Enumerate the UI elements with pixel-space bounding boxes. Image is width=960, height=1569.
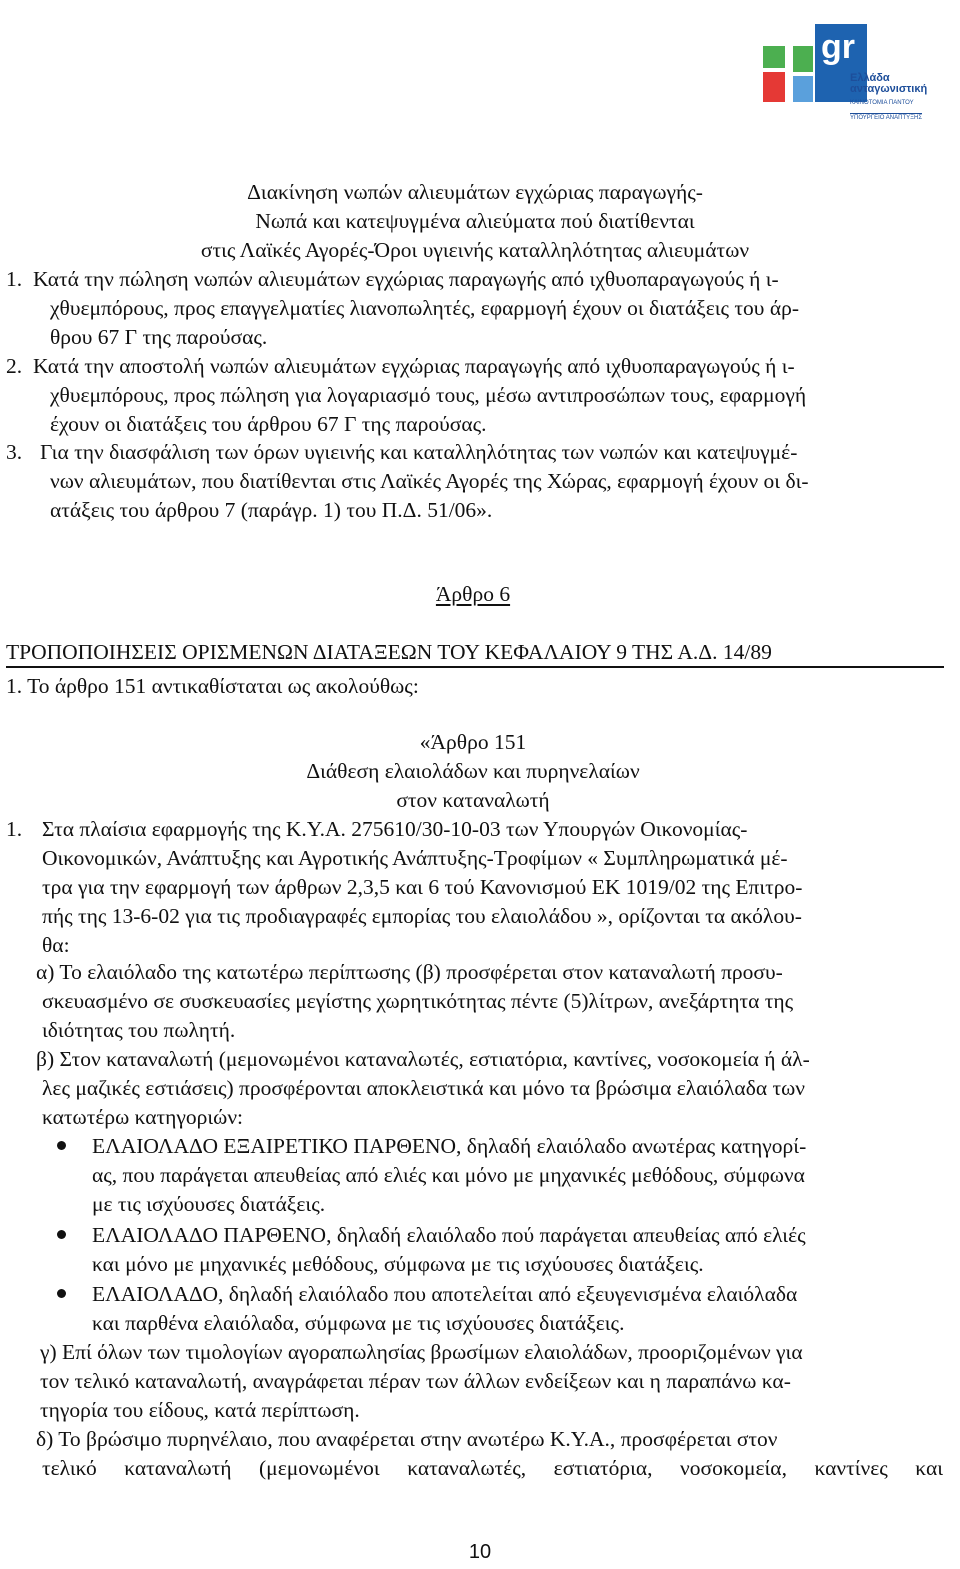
bullet-text — [92, 1221, 943, 1279]
ministry-logo — [755, 18, 950, 123]
article151-title-line: Διάθεση ελαιολάδων και πυρηνελαίων — [306, 759, 640, 783]
subpara-b-cont — [42, 1074, 943, 1132]
text-line: χθυεμπόρους, προς πώληση για λογαριασμό τους, μέσω αντιπροσώπων τους, εφαρμογή — [50, 383, 807, 407]
text-line: και παρθένα ελαιόλαδα, σύμφωνα με τις ισχύουσες διατάξεις. — [92, 1311, 625, 1335]
article6-title: ΤΡΟΠΟΠΟΙΗΣΕΙΣ ΟΡΙΣΜΕΝΩΝ ΔΙΑΤΑΞΕΩΝ ΤΟΥ ΚΕΦΑΛΑΙΟΥ 9 ΤΗΣ Α.Δ. 14/89 — [6, 640, 772, 664]
section1-title-line: στις Λαϊκές Αγορές-Όροι υγιεινής καταλληλότητας αλιευμάτων — [200, 238, 750, 262]
item-number: 2. — [6, 354, 23, 378]
item-number: 1. — [6, 267, 23, 291]
subpara-d-cont — [42, 1454, 943, 1483]
subpara-d — [36, 1425, 943, 1454]
logo-green-square-right — [793, 46, 813, 72]
article151-title-line: στον καταναλωτή — [396, 788, 550, 812]
logo-line4: ΥΠΟΥΡΓΕΙΟ ΑΝΑΠΤΥΞΗΣ — [850, 115, 923, 121]
article151-title — [0, 728, 946, 815]
item-text-cont — [50, 294, 943, 352]
article6-heading — [0, 580, 946, 609]
text-line: με τις ισχύουσες διατάξεις. — [92, 1192, 326, 1216]
bullet-icon — [57, 1141, 66, 1150]
text-line: ατάξεις του άρθρου 7 (παράγρ. 1) του Π.Δ. 51/06». — [50, 498, 493, 522]
text-line: τελικό καταναλωτή (μεμονωμένοι καταναλωτές, εστιατόρια, νοσοκομεία, καντίνες και — [42, 1456, 943, 1480]
text-line: κατωτέρω κατηγοριών: — [42, 1105, 244, 1129]
text-line: ΕΛΑΙΟΛΑΔΟ, δηλαδή ελαιόλαδο που αποτελείται από εξευγενισμένα ελαιόλαδα — [92, 1282, 798, 1306]
text-line: χθυεμπόρους, προς επαγγελματίες λιανοπωλητές, εφαρμογή έχουν οι διατάξεις του άρ- — [50, 296, 799, 320]
logo-line1: Ελλάδα — [850, 72, 890, 84]
text-line: ΕΛΑΙΟΛΑΔΟ ΠΑΡΘΕΝΟ, δηλαδή ελαιόλαδο πού παράγεται απευθείας από ελιές — [92, 1223, 806, 1247]
subpara-a-cont — [42, 987, 943, 1045]
bullet-icon — [57, 1230, 66, 1239]
text-line: δ) Το βρώσιμο πυρηνέλαιο, που αναφέρεται στην ανωτέρω Κ.Υ.Α., προσφέρεται στον — [36, 1427, 778, 1451]
text-line: νων αλιευμάτων, που διατίθενται στις Λαϊκές Αγορές της Χώρας, εφαρμογή έχουν οι δι- — [50, 469, 809, 493]
section1-title-line: Διακίνηση νωπών αλιευμάτων εγχώριας παραγωγής- — [247, 180, 703, 204]
article6-heading-text: Άρθρο 6 — [435, 582, 511, 606]
section1-title — [0, 178, 950, 265]
logo-line3: ΚΑΙΝΟΤΟΜΙΑ ΠΑΝΤΟΥ — [850, 100, 914, 106]
text-line: Για την διασφάλιση των όρων υγιεινής και καταλληλότητας των νωπών και κατεψυγμέ- — [40, 440, 798, 464]
logo-green-square — [763, 46, 785, 68]
item-text — [33, 352, 943, 381]
section1-title-line: Νωπά και κατεψυγμένα αλιεύματα πού διατίθενται — [255, 209, 695, 233]
item-text — [40, 438, 943, 467]
subpara-b — [36, 1045, 943, 1074]
item-text-cont — [50, 381, 943, 439]
bullet-text — [92, 1132, 943, 1219]
text-line: ας, που παράγεται απευθείας από ελιές και μόνο με μηχανικές μεθόδους, σύμφωνα — [92, 1163, 805, 1187]
text-line: πής της 13-6-02 για τις προδιαγραφές εμπορίας του ελαιολάδου », ορίζονται τα ακόλου- — [42, 904, 802, 928]
text-line: σκευασμένο σε συσκευασίες μεγίστης χωρητικότητας πέντε (5)λίτρων, ανεξάρτητα της — [42, 989, 794, 1013]
text-line: τηγορία του είδους, κατά περίπτωση. — [40, 1398, 360, 1422]
logo-red-square — [763, 72, 785, 102]
title-underline — [6, 666, 944, 668]
bullet-icon — [57, 1289, 66, 1298]
text-line: έχουν οι διατάξεις του άρθρου 67 Γ της παρούσας. — [50, 412, 487, 436]
article151-title-line: «Άρθρο 151 — [419, 730, 527, 754]
subpara-a — [36, 958, 943, 987]
text-line: Κατά την αποστολή νωπών αλιευμάτων εγχώριας παραγωγής από ιχθυοπαραγωγούς ή ι- — [33, 354, 795, 378]
text-line: θα: — [42, 933, 70, 957]
text-line: β) Στον καταναλωτή (μεμονωμένοι καταναλωτές, εστιατόρια, καντίνες, νοσοκομεία ή άλ- — [36, 1047, 810, 1071]
article6-intro: 1. Το άρθρο 151 αντικαθίσταται ως ακολούθως: — [6, 674, 419, 698]
subpara-c — [40, 1338, 943, 1425]
text-line: Κατά την πώληση νωπών αλιευμάτων εγχώριας παραγωγής από ιχθυοπαραγωγούς ή ι- — [33, 267, 779, 291]
text-line: ΕΛΑΙΟΛΑΔΟ ΕΞΑΙΡΕΤΙΚΟ ΠΑΡΘΕΝΟ, δηλαδή ελαιόλαδο ανωτέρας κατηγορί- — [92, 1134, 807, 1158]
p1-number: 1. — [6, 817, 23, 841]
text-line: και μόνο με μηχανικές μεθόδους, σύμφωνα με τις ισχύουσες διατάξεις. — [92, 1252, 704, 1276]
logo-text — [850, 73, 927, 95]
logo-light-blue-block — [793, 76, 813, 102]
text-line: ιδιότητας του πωλητή. — [42, 1018, 236, 1042]
item-text — [33, 265, 943, 294]
text-line: τρα για την εφαρμογή των άρθρων 2,3,5 και 6 τού Κανονισμού ΕΚ 1019/02 της Επιτρο- — [42, 875, 803, 899]
p1-text — [42, 815, 943, 960]
item-number: 3. — [6, 440, 23, 464]
text-line: α) Το ελαιόλαδο της κατωτέρω περίπτωσης (β) προσφέρεται στον καταναλωτή προσυ- — [36, 960, 783, 984]
text-line: τον τελικό καταναλωτή, αναγράφεται πέραν των άλλων ενδείξεων και η παραπάνω κα- — [40, 1369, 791, 1393]
bullet-text — [92, 1280, 943, 1338]
logo-mark: gr — [821, 28, 855, 66]
item-text-cont — [50, 467, 943, 525]
text-line: γ) Επί όλων των τιμολογίων αγοραπωλησίας βρωσίμων ελαιολάδων, προοριζομένων για — [40, 1340, 803, 1364]
text-line: λες μαζικές εστιάσεις) προσφέρονται αποκλειστικά και μόνο τα βρώσιμα ελαιόλαδα των — [42, 1076, 805, 1100]
text-line: Οικονομικών, Ανάπτυξης και Αγροτικής Ανάπτυξης-Τροφίμων « Συμπληρωματικά μέ- — [42, 846, 788, 870]
logo-line2: ανταγωνιστική — [850, 83, 928, 95]
text-line: Στα πλαίσια εφαρμογής της Κ.Υ.Α. 275610/30-10-03 των Υπουργών Οικονομίας- — [42, 817, 748, 841]
text-line: θρου 67 Γ της παρούσας. — [50, 325, 268, 349]
page-number: 10 — [468, 1541, 492, 1563]
